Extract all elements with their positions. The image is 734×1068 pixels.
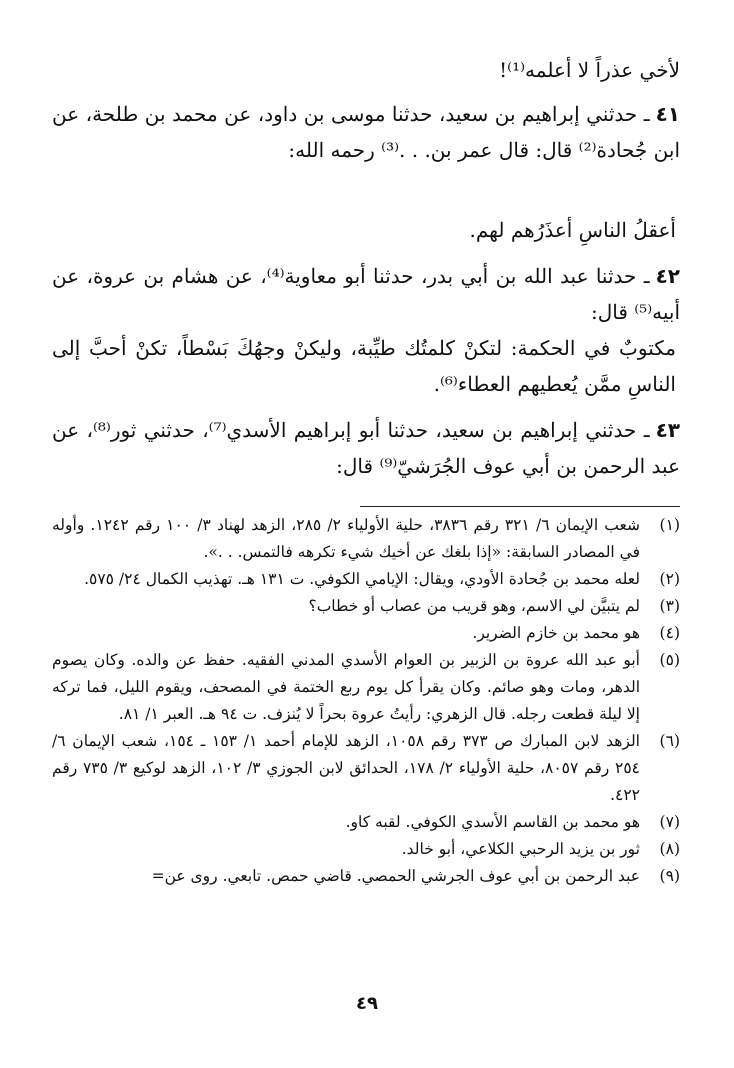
- footnote-item: [52, 566, 680, 593]
- footnote-number: (٧): [659, 813, 680, 831]
- hadith-number: ٤١: [655, 102, 680, 126]
- footnote-item: [52, 593, 680, 620]
- hadith-42: [52, 258, 680, 330]
- quote-42: مكتوبٌ في الحكمة: لتكنْ كلمتُك طيِّبة، وليكنْ وجهُكَ بَسْطاً، تكنْ أحبَّ إلى الناسِ ممَّن يُعطيهم العطاء⁽⁶⁾.: [52, 336, 676, 396]
- hadith-text: ـ حدثنا عبد الله بن أبي بدر، حدثنا أبو معاوية⁽⁴⁾، عن هشام بن عروة، عن أبيه⁽⁵⁾ قال:: [52, 264, 680, 324]
- footnote-item: [52, 647, 680, 728]
- footnote-divider: [360, 506, 680, 507]
- footnote-number: (٩): [659, 867, 680, 885]
- footnote-number: (٣): [659, 597, 680, 615]
- footnote-text: لعله محمد بن جُحادة الأودي، ويقال: الإيامي الكوفي. ت ١٣١ هـ. تهذيب الكمال ٢٤/ ٥٧٥.: [84, 570, 640, 588]
- hadith-43: [52, 412, 680, 484]
- hadith-number: ٤٣: [655, 418, 680, 442]
- intro-line: لأخي عذراً لا أعلمه⁽¹⁾!: [499, 58, 680, 82]
- hadith-text: ـ حدثني إبراهيم بن سعيد، حدثنا أبو إبراهيم الأسدي⁽⁷⁾، حدثني ثور⁽⁸⁾، عن عبد الرحمن بن أبي عوف الجُرَشيّ⁽⁹⁾ قال:: [52, 418, 680, 478]
- footnote-list: [52, 512, 680, 890]
- footnote-text: ثور بن يزيد الرحبي الكلاعي، أبو خالد.: [401, 840, 640, 858]
- footnote-number: (٨): [659, 840, 680, 858]
- hadith-text: ـ حدثني إبراهيم بن سعيد، حدثنا موسى بن داود، عن محمد بن طلحة، عن ابن جُحادة⁽²⁾ قال: قال عمر بن. . .⁽³⁾ رحمه الله:: [52, 102, 680, 162]
- footnote-number: (٤): [659, 624, 680, 642]
- page-number: ٤٩: [356, 993, 378, 1014]
- footnote-item: [52, 863, 680, 890]
- hadith-number: ٤٢: [655, 264, 681, 288]
- footnote-number: (١): [659, 516, 680, 534]
- footnote-number: (٢): [659, 570, 680, 588]
- footnote-number: (٦): [659, 732, 680, 750]
- footnote-text: عبد الرحمن بن أبي عوف الجرشي الحمصي. قاضي حمص. تابعي. روى عن=: [151, 867, 640, 885]
- footnote-item: [52, 728, 680, 809]
- footnote-text: شعب الإيمان ٦/ ٣٢١ رقم ٣٨٣٦، حلية الأولياء ٢/ ٢٨٥، الزهد لهناد ٣/ ١٠٠ رقم ١٢٤٢. وأوله في المصادر السابقة: «إذا بلغك عن أخيك شيء تكرهه فالتمس. . .».: [52, 516, 640, 561]
- footnote-text: أبو عبد الله عروة بن الزبير بن العوام الأسدي المدني الفقيه. حفظ عن والده. وكان يصوم الدهر، ومات وهو صائم. وكان يقرأ كل يوم ربع الختمة في المصحف، ويقوم الليل، فما تركه إلا ليلة قطعت رجله. قال الزهري: رأيتُ عروة بحراً لا يُنزف. ت ٩٤ هـ. العبر ١/ ٨١.: [52, 651, 640, 723]
- footnote-item: [52, 836, 680, 863]
- footnote-text: هو محمد بن خازم الضرير.: [472, 624, 640, 642]
- quote-41: أعقلُ الناسِ أعذَرُهم لهم.: [469, 218, 676, 242]
- hadith-41: [52, 96, 680, 168]
- footnote-item: [52, 620, 680, 647]
- footnote-number: (٥): [659, 651, 680, 669]
- footnote-text: هو محمد بن القاسم الأسدي الكوفي. لقبه كاو.: [345, 813, 640, 831]
- footnote-text: الزهد لابن المبارك ص ٣٧٣ رقم ١٠٥٨، الزهد للإمام أحمد ١/ ١٥٣ ـ ١٥٤، شعب الإيمان ٦/ ٢٥٤ رقم ٨٠٥٧، حلية الأولياء ٢/ ١٧٨، الحدائق لابن الجوزي ٣/ ١٠٢، الزهد لوكيع ٣/ ٧٣٥ رقم ٤٢٢.: [52, 732, 640, 804]
- footnote-text: لم يتبيَّن لي الاسم، وهو قريب من عصاب أو خطاب؟: [308, 597, 640, 615]
- footnote-item: [52, 512, 680, 566]
- footnote-item: [52, 809, 680, 836]
